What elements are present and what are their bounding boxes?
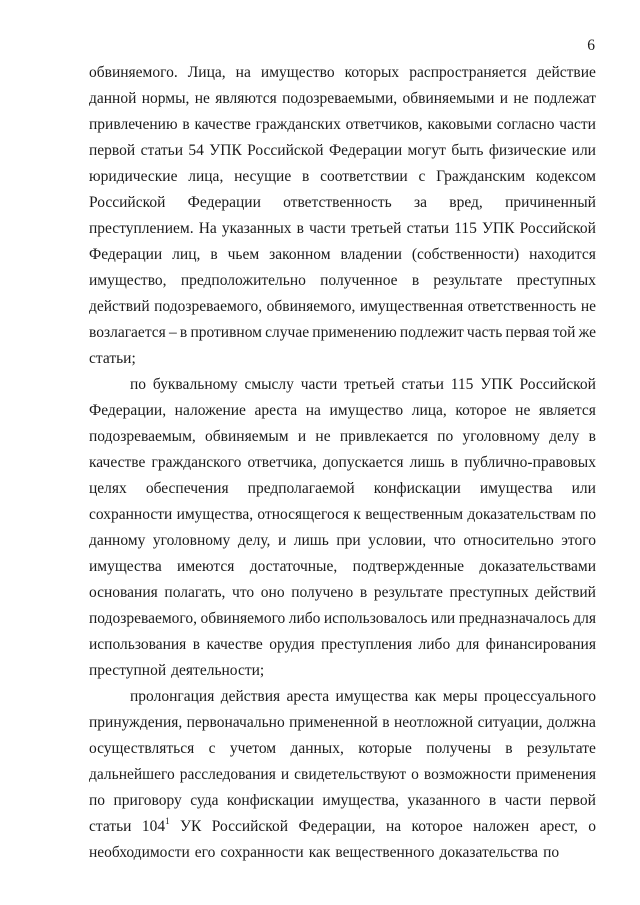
text-line: привлечению в качестве гражданских ответчиков, каковыми согласно части: [89, 116, 596, 133]
text-line: целях обеспечения предполагаемой конфискации имущества или: [89, 480, 596, 497]
text-line: Федерации лиц, в чьем законном владении (собственности) находится: [89, 246, 596, 263]
paragraph: [89, 60, 596, 372]
text-line: принуждения, первоначально примененной в неотложной ситуации, должна: [89, 714, 596, 731]
text-line: статьи;: [89, 350, 136, 367]
text-line: качестве гражданского ответчика, допускается лишь в публично-правовых: [89, 454, 596, 471]
text-line: пролонгация действия ареста имущества как меры процессуального: [130, 688, 596, 705]
text-line: данному уголовному делу, и лишь при условии, что относительно этого: [89, 532, 596, 549]
page-number: 6: [587, 37, 595, 54]
text-line: преступной деятельности;: [89, 662, 265, 679]
text-line: по буквальному смыслу части третьей статьи 115 УПК Российской: [130, 376, 596, 393]
text-line: действий подозреваемого, обвиняемого, имущественная ответственность не: [89, 298, 596, 315]
text-line: имущество, предположительно полученное в результате преступных: [89, 272, 596, 289]
text-line: первой статьи 54 УПК Российской Федерации могут быть физические или: [89, 142, 596, 159]
text-line: использования в качестве орудия преступления либо для финансирования: [89, 636, 596, 653]
text-line: подозреваемого, обвиняемого либо использовалось или предназначалось для: [89, 610, 596, 627]
text-line: юридические лица, несущие в соответствии с Гражданским кодексом: [89, 168, 596, 185]
text-line: статьи $104^1$ УК Российской Федерации, на которое наложен арест, о: [89, 815, 596, 835]
text-line: Российской Федерации ответственность за вред, причиненный: [89, 194, 596, 211]
paragraph: [89, 684, 596, 866]
text-line: имущества имеются достаточные, подтвержденные доказательствами: [89, 558, 596, 575]
text-line: по приговору суда конфискации имущества, указанного в части первой: [89, 792, 596, 809]
text-line: осуществляться с учетом данных, которые получены в результате: [89, 740, 596, 757]
text-line: преступлением. На указанных в части третьей статьи 115 УПК Российской: [89, 220, 596, 237]
document-body: [89, 60, 596, 866]
text-line: возлагается – в противном случае применению подлежит часть первая той же: [89, 324, 596, 341]
text-line: сохранности имущества, относящегося к вещественным доказательствам по: [89, 506, 596, 523]
text-line: обвиняемого. Лица, на имущество которых распространяется действие: [89, 64, 596, 81]
text-line: основания полагать, что оно получено в результате преступных действий: [89, 584, 596, 601]
text-line: данной нормы, не являются подозреваемыми, обвиняемыми и не подлежат: [89, 90, 596, 107]
text-line: необходимости его сохранности как вещественного доказательства по: [89, 844, 560, 861]
paragraph: [89, 372, 596, 684]
text-line: дальнейшего расследования и свидетельствуют о возможности применения: [89, 766, 596, 783]
text-line: подозреваемым, обвиняемым и не привлекается по уголовному делу в: [89, 428, 596, 445]
text-line: Федерации, наложение ареста на имущество лица, которое не является: [89, 402, 596, 419]
